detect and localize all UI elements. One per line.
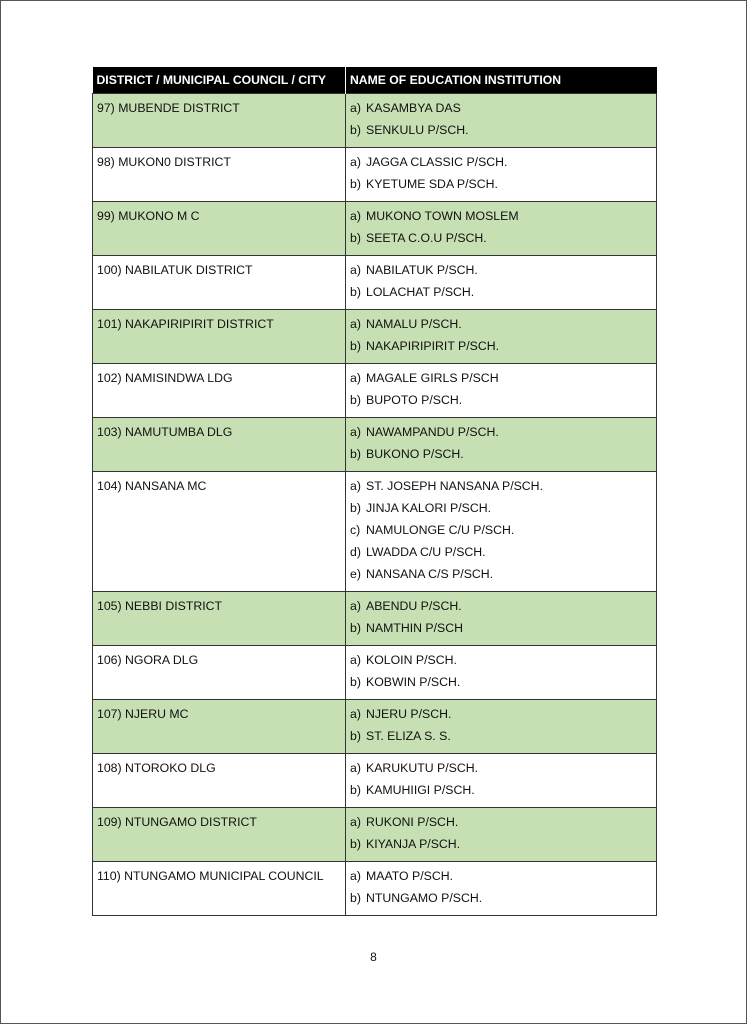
institution-item (346, 725, 656, 747)
institution-letter: a) (350, 101, 361, 115)
table-row (93, 256, 657, 310)
institution-item (346, 703, 656, 725)
institution-name: ST. JOSEPH NANSANA P/SCH. (366, 479, 543, 493)
institution-name: NAWAMPANDU P/SCH. (366, 425, 499, 439)
institutions-cell (346, 754, 657, 808)
table-row (93, 148, 657, 202)
institution-item (346, 97, 656, 119)
table-row (93, 808, 657, 862)
institution-letter: b) (350, 231, 361, 245)
institution-item (346, 811, 656, 833)
institution-letter: d) (350, 545, 361, 559)
institution-letter: b) (350, 177, 361, 191)
institution-item (346, 887, 656, 909)
institution-item (346, 259, 656, 281)
table-header-row (93, 67, 657, 94)
institution-name: NABILATUK P/SCH. (366, 263, 478, 277)
institution-letter: b) (350, 729, 361, 743)
institution-item (346, 227, 656, 249)
institution-letter: b) (350, 393, 361, 407)
institution-name: SEETA C.O.U P/SCH. (366, 231, 487, 245)
institution-name: NAMALU P/SCH. (366, 317, 462, 331)
institution-item (346, 541, 656, 563)
institution-name: NANSANA C/S P/SCH. (366, 567, 494, 581)
institution-item (346, 313, 656, 335)
institution-item (346, 649, 656, 671)
institution-item (346, 151, 656, 173)
institution-item (346, 617, 656, 639)
institution-letter: a) (350, 653, 361, 667)
district-cell (93, 202, 346, 256)
institution-name: KYETUME SDA P/SCH. (366, 177, 498, 191)
institution-letter: a) (350, 209, 361, 223)
institutions-cell (346, 700, 657, 754)
institutions-cell (346, 94, 657, 148)
institutions-cell (346, 418, 657, 472)
district-name: 105) NEBBI DISTRICT (97, 599, 223, 613)
institution-letter: b) (350, 675, 361, 689)
institution-name: MAATO P/SCH. (366, 869, 454, 883)
table-row (93, 310, 657, 364)
district-column-header: DISTRICT / MUNICIPAL COUNCIL / CITY (93, 67, 346, 94)
institution-name: KASAMBYA DAS (366, 101, 461, 115)
institution-name: SENKULU P/SCH. (366, 123, 469, 137)
district-name: 106) NGORA DLG (97, 653, 199, 667)
district-name: 98) MUKON0 DISTRICT (97, 155, 231, 169)
institution-item (346, 865, 656, 887)
institution-letter: b) (350, 837, 361, 851)
institution-column-header: NAME OF EDUCATION INSTITUTION (346, 67, 657, 94)
institution-item (346, 443, 656, 465)
institution-letter: a) (350, 479, 361, 493)
institution-letter: a) (350, 761, 361, 775)
institution-name: NJERU P/SCH. (366, 707, 452, 721)
table-row (93, 700, 657, 754)
institution-item (346, 367, 656, 389)
institutions-cell (346, 202, 657, 256)
institution-item (346, 475, 656, 497)
institution-name: KARUKUTU P/SCH. (366, 761, 479, 775)
institution-letter: a) (350, 263, 361, 277)
district-name: 107) NJERU MC (97, 707, 189, 721)
district-cell (93, 754, 346, 808)
district-name: 109) NTUNGAMO DISTRICT (97, 815, 257, 829)
institution-name: NAKAPIRIPIRIT P/SCH. (366, 339, 500, 353)
institution-item (346, 779, 656, 801)
institution-name: BUPOTO P/SCH. (366, 393, 463, 407)
institution-letter: a) (350, 371, 361, 385)
institution-item (346, 519, 656, 541)
institution-letter: a) (350, 869, 361, 883)
institution-table (92, 67, 657, 916)
district-cell (93, 148, 346, 202)
institution-name: NAMULONGE C/U P/SCH. (366, 523, 515, 537)
institution-letter: a) (350, 815, 361, 829)
institution-item (346, 335, 656, 357)
district-cell (93, 862, 346, 916)
district-name: 97) MUBENDE DISTRICT (97, 101, 240, 115)
institution-letter: b) (350, 501, 361, 515)
district-cell (93, 646, 346, 700)
institution-name: ST. ELIZA S. S. (366, 729, 451, 743)
institutions-cell (346, 310, 657, 364)
institution-name: BUKONO P/SCH. (366, 447, 464, 461)
district-name: 100) NABILATUK DISTRICT (97, 263, 253, 277)
table-row (93, 418, 657, 472)
table-row (93, 754, 657, 808)
district-cell (93, 592, 346, 646)
table-row (93, 472, 657, 592)
institutions-cell (346, 808, 657, 862)
institution-letter: e) (350, 567, 361, 581)
district-name: 102) NAMISINDWA LDG (97, 371, 233, 385)
institutions-cell (346, 256, 657, 310)
institution-item (346, 595, 656, 617)
district-cell (93, 418, 346, 472)
district-cell (93, 94, 346, 148)
table-row (93, 646, 657, 700)
institution-name: KIYANJA P/SCH. (366, 837, 461, 851)
institution-letter: a) (350, 707, 361, 721)
institution-item (346, 119, 656, 141)
institution-item (346, 389, 656, 411)
institutions-cell (346, 472, 657, 592)
institution-name: ABENDU P/SCH. (366, 599, 462, 613)
institution-name: MUKONO TOWN MOSLEM (366, 209, 519, 223)
table-row (93, 202, 657, 256)
district-name: 99) MUKONO M C (97, 209, 200, 223)
institution-letter: b) (350, 621, 361, 635)
institutions-cell (346, 364, 657, 418)
institution-letter: a) (350, 425, 361, 439)
district-cell (93, 808, 346, 862)
institution-item (346, 281, 656, 303)
district-cell (93, 310, 346, 364)
institution-item (346, 173, 656, 195)
district-cell (93, 472, 346, 592)
institution-name: JAGGA CLASSIC P/SCH. (366, 155, 508, 169)
institution-letter: b) (350, 783, 361, 797)
institution-letter: b) (350, 891, 361, 905)
institutions-cell (346, 148, 657, 202)
institution-letter: b) (350, 339, 361, 353)
institution-letter: a) (350, 599, 361, 613)
institution-name: KAMUHIIGI P/SCH. (366, 783, 475, 797)
institution-name: JINJA KALORI P/SCH. (366, 501, 492, 515)
institution-letter: a) (350, 155, 361, 169)
page-number: 8 (370, 950, 377, 964)
institution-name: MAGALE GIRLS P/SCH (366, 371, 499, 385)
district-cell (93, 700, 346, 754)
institutions-cell (346, 862, 657, 916)
district-name: 108) NTOROKO DLG (97, 761, 216, 775)
institution-letter: b) (350, 447, 361, 461)
institution-item (346, 205, 656, 227)
table-row (93, 862, 657, 916)
institution-name: RUKONI P/SCH. (366, 815, 459, 829)
institution-item (346, 833, 656, 855)
institutions-cell (346, 592, 657, 646)
institution-name: KOLOIN P/SCH. (366, 653, 457, 667)
institution-letter: a) (350, 317, 361, 331)
district-name: 110) NTUNGAMO MUNICIPAL COUNCIL (97, 869, 324, 883)
table-row (93, 592, 657, 646)
institutions-cell (346, 646, 657, 700)
table-row (93, 94, 657, 148)
district-name: 101) NAKAPIRIPIRIT DISTRICT (97, 317, 274, 331)
institution-name: KOBWIN P/SCH. (366, 675, 461, 689)
district-cell (93, 364, 346, 418)
district-cell (93, 256, 346, 310)
institution-item (346, 497, 656, 519)
institution-letter: b) (350, 123, 361, 137)
institution-name: NAMTHIN P/SCH (366, 621, 464, 635)
institution-item (346, 671, 656, 693)
institution-letter: b) (350, 285, 361, 299)
institution-item (346, 563, 656, 585)
district-name: 103) NAMUTUMBA DLG (97, 425, 233, 439)
institution-item (346, 757, 656, 779)
institution-item (346, 421, 656, 443)
institution-name: LOLACHAT P/SCH. (366, 285, 475, 299)
institution-letter: c) (350, 523, 361, 537)
district-name: 104) NANSANA MC (97, 479, 207, 493)
institution-name: NTUNGAMO P/SCH. (366, 891, 483, 905)
institution-name: LWADDA C/U P/SCH. (366, 545, 486, 559)
table-row (93, 364, 657, 418)
